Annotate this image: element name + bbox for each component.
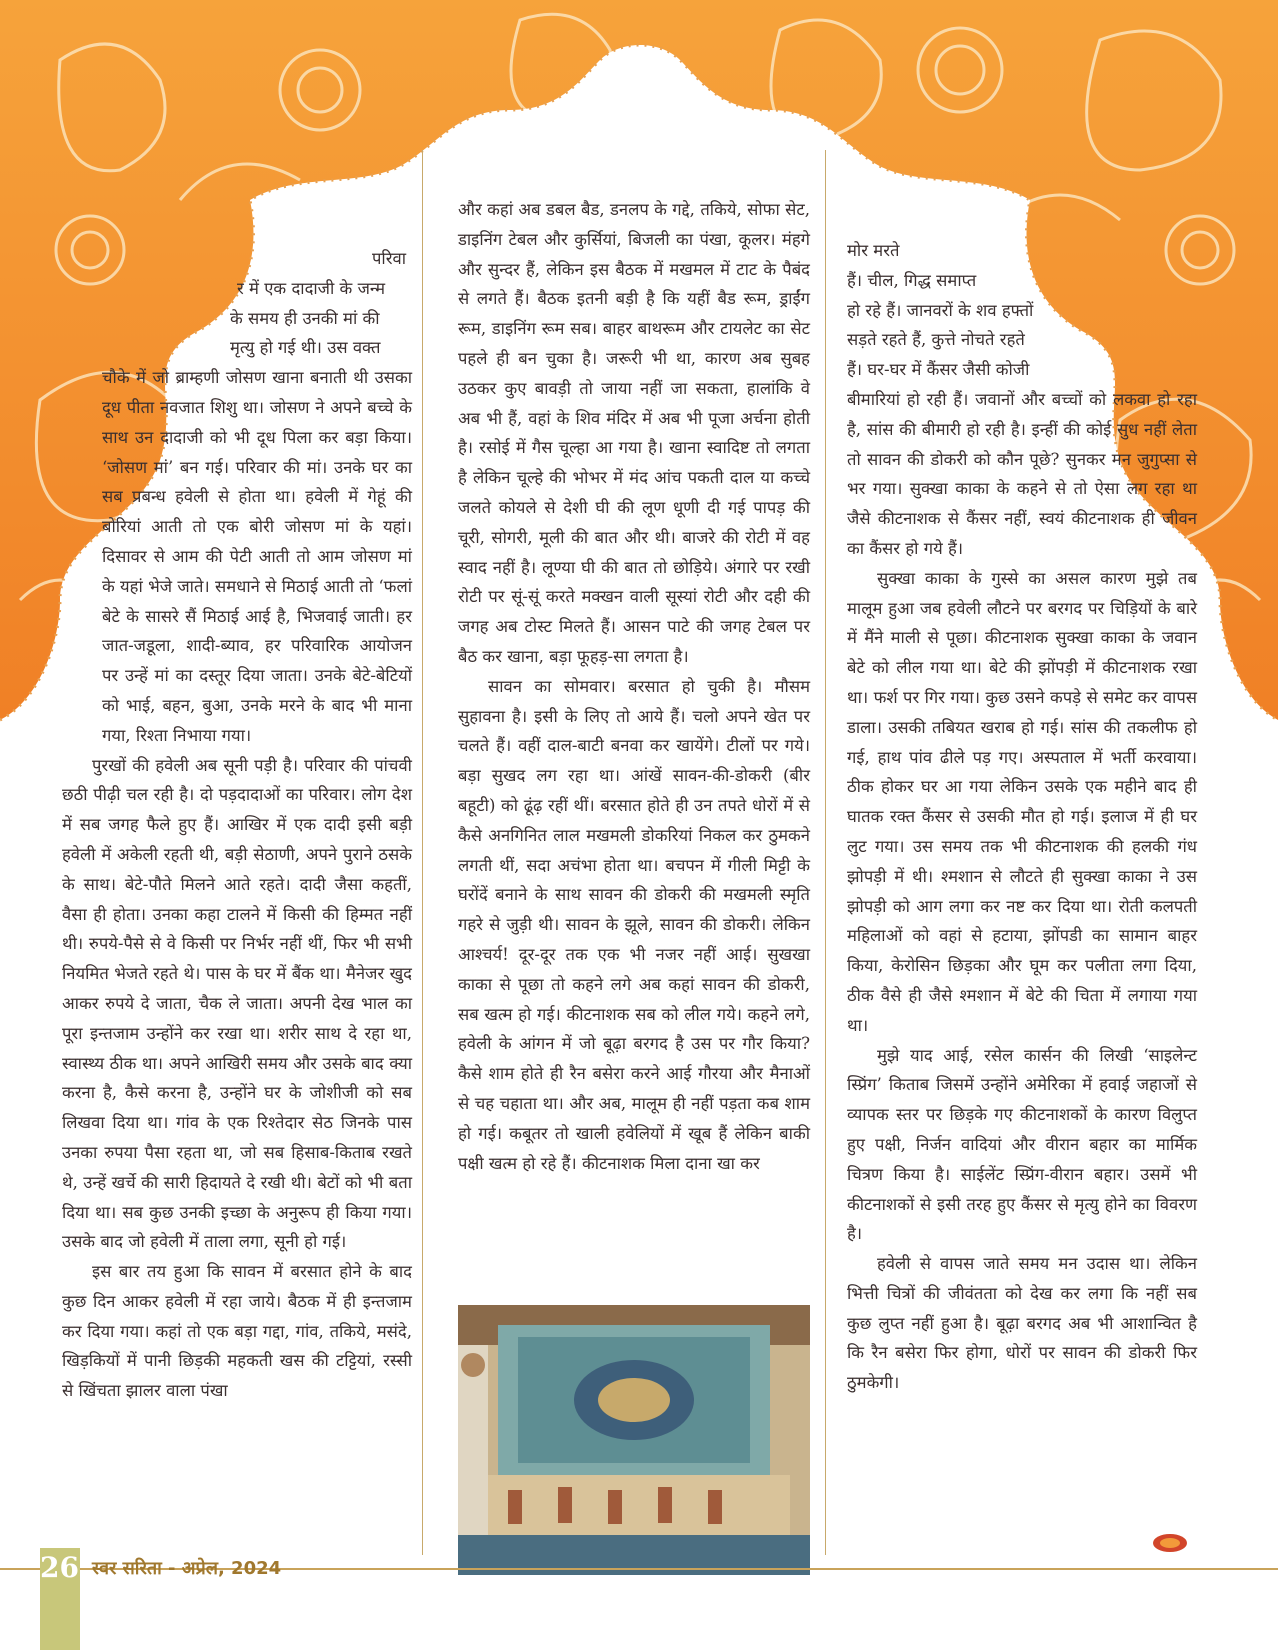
text-line: हैं। चील, गिद्ध समाप्त: [847, 270, 977, 290]
page-number: 26: [40, 1551, 79, 1584]
paragraph: हवेली से वापस जाते समय मन उदास था। लेकिन भित्ती चित्रों की जीवंतता को देख कर लगा कि नहीं सब कुछ लुप्त नहीं हुआ है। बूढ़ा बरगद अब भी आशान्वित है कि रैन बसेरा फिर होगा, धोरों पर सावन की डोकरी फिर ठुमकेगी।: [847, 1254, 1197, 1393]
column-separator: [422, 150, 423, 1555]
text-line: हैं। घर-घर में कैंसर जैसी कोजी: [847, 360, 1030, 380]
paragraph: पुरखों की हवेली अब सूनी पड़ी है। परिवार की पांचवी छठी पीढ़ी चल रही है। दो पड़दादाओं का परिवार। लोग देश में सब जगह फैले हुए हैं। आखिर में एक दादी इसी बड़ी हवेली में अकेली रहती थी, बड़ी सेठाणी, अपने पुराने ठसके के साथ। बेटे-पौते मिलने आते रहते। दादी जैसा कहतीं, वैसा ही होता। उनका कहा टालने में किसी की हिम्मत नहीं थी। रुपये-पैसे से वे किसी पर निर्भर नहीं थीं, फिर भी सभी नियमित भेजते रहते थे। पास के घर में बैंक था। मैनेजर खुद आकर रुपये दे जाता, चैक ले जाता। अपनी देख भाल का पूरा इन्तजाम उन्होंने कर रखा था। शरीर साथ दे रहा था, स्वास्थ्य ठीक था। अपने आखिरी समय और उसके बाद क्या करना है, कैसे करना है, उन्होंने घर के जोशीजी को सब लिखवा दिया था। गांव के एक रिश्तेदार सेठ जिनके पास उनका रुपया पैसा रहता था, जो सब हिसाब-किताब रखते थे, उन्हें खर्चे की सारी हिदायते दे रखी थी। बेटों को भी बता दिया था। सब कुछ उनकी इच्छा के अनुरूप ही किया गया। उसके बाद जो हवेली में ताला लगा, सूनी हो गई।: [62, 755, 412, 1252]
article-column-1: [62, 244, 412, 1406]
magazine-issue: स्वर सरिता - अप्रेल, 2024: [92, 1558, 282, 1579]
text-line: र में एक दादाजी के जन्म: [237, 278, 386, 298]
column-separator: [825, 150, 826, 1555]
paragraph: सुक्खा काका के गुस्से का असल कारण मुझे तब मालूम हुआ जब हवेली लौटने पर बरगद पर चिड़ियों के बारे में मैंने माली से पूछा। कीटनाशक सुक्खा काका के जवान बेटे को लील गया था। बेटे की झोंपड़ी में कीटनाशक रखा था। फर्श पर गिर गया। कुछ उसने कपड़े से समेट कर वापस डाला। उसकी तबियत खराब हो गई। सांस की तकलीफ हो गई, हाथ पांव ढीले पड़ गए। अस्पताल में भर्ती करवाया। ठीक होकर घर आ गया लेकिन उसके एक महीने बाद ही घातक रक्त कैंसर से उसकी मौत हो गई। इलाज में ही घर लुट गया। उस समय तक भी कीटनाशक की हलकी गंध झोपड़ी में थी। श्मशान से लौटते ही सुक्खा काका ने उस झोपड़ी को आग लगा कर नष्ट कर दिया था। रोती कलपती महिलाओं को वहां से हटाया, झोंपडी का सामान बाहर किया, केरोसिन छिड़का और घूम कर पलीता लगा दिया, ठीक वैसे ही जैसे श्मशान में बेटे की चिता में लगाया गया था।: [847, 568, 1197, 1035]
end-mark-icon: [1152, 1532, 1188, 1554]
text-line: हो रहे हैं। जानवरों के शव हफ्तों: [847, 300, 1034, 320]
article-column-2: [458, 195, 810, 1178]
paragraph: सावन का सोमवार। बरसात हो चुकी है। मौसम सुहावना है। इसी के लिए तो आये हैं। चलो अपने खेत पर चलते हैं। वहीं दाल-बाटी बनवा कर खायेंगे। टीलों पर गये। बड़ा सुखद लग रहा था। आंखें सावन-की-डोकरी (बीर बहूटी) को ढूंढ़ रहीं थीं। बरसात होते ही उन तपते धोरों में से कैसे अनगिनित लाल मखमली डोकरियां निकल कर ठुमकने लगती थीं, सदा अचंभा होता था। बचपन में गीली मिट्टी के घरोंदें बनाने के साथ सावन की डोकरी की मखमली स्मृति गहरे से जुड़ी थी। सावन के झूले, सावन की डोकरी। लेकिन आश्चर्य! दूर-दूर तक एक भी नजर नहीं आई। सुखखा काका से पूछा तो कहने लगे अब कहां सावन की डोकरी, सब खत्म हो गई। कीटनाशक सब को लील गये। कहने लगे, हवेली के आंगन में जो बूढ़ा बरगद है उस पर गौर किया? कैसे शाम होते ही रैन बसेरा करने आई गौरया और मैनाओं से चह चहाता था। और अब, मालूम ही नहीं पड़ता कब शाम हो गई। कबूतर तो खाली हवेलियों में खूब हैं लेकिन बाकी पक्षी खत्म हो रहे हैं। कीटनाशक मिला दाना खा कर: [458, 676, 810, 1173]
painted-ceiling-fresco-image: [458, 1305, 810, 1575]
text-line: के समय ही उनकी मां की: [230, 308, 380, 328]
paragraph: बीमारियां हो रही हैं। जवानों और बच्चों को लकवा हो रहा है, सांस की बीमारी हो रही है। इन्हीं की कोई सुध नहीं लेता तो सावन की डोकरी को कौन पूछे? सुनकर मन जुगुप्सा से भर गया। सुक्खा काका के कहने से तो ऐसा लग रहा था जैसे कीटनाशक से कैंसर नहीं, स्वयं कीटनाशक ही जीवन का कैंसर हो गये हैं।: [847, 389, 1197, 558]
paragraph: और कहां अब डबल बैड, डनलप के गद्दे, तकिये, सोफा सेट, डाइनिंग टेबल और कुर्सियां, बिजली का पंखा, कूलर। मंहगे और सुन्दर हैं, लेकिन इस बैठक में मखमल में टाट के पैबंद से लगते हैं। बैठक इतनी बड़ी है कि यहीं बैड रूम, ड्राईंग रूम, डाइनिंग रूम सब। बाहर बाथरूम और टायलेट का सेट पहले ही बन चुका है। जरूरी भी था, कारण अब सुबह उठकर कुए बावड़ी तो जाया नहीं जा सकता, हालांकि वे अब भी हैं, वहां के शिव मंदिर में अब भी पूजा अर्चना होती है। रसोई में गैस चूल्हा आ गया है। खाना स्वादिष्ट तो लगता है लेकिन चूल्हे की भोभर में मंद आंच पकती दाल या कच्चे जलते कोयले से देशी घी की लूण धूणी दी गई पापड़ की चूरी, सोगरी, मूली की बात और थी। बाजरे की रोटी में वह स्वाद नहीं है। लूण्या घी की बात तो छोड़िये। अंगारे पर रखी रोटी पर सूं-सूं करते मक्खन वाली सूस्यां रोटी और दही की जगह अब टोस्ट मिलते हैं। आसन पाटे की जगह टेबल पर बैठ कर खाना, बड़ा फूहड़-सा लगता है।: [458, 200, 810, 666]
paragraph: मुझे याद आई, रसेल कार्सन की लिखी ‘साइलेन्ट स्प्रिंग’ किताब जिसमें उन्होंने अमेरिका में हवाई जहाजों से व्यापक स्तर पर छिड़के गए कीटनाशकों के कारण विलुप्त हुए पक्षी, निर्जन वादियां और वीरान बहार का मार्मिक चित्रण किया है। साईलेंट स्प्रिंग-वीरान बहार। उसमें भी कीटनाशकों से इसी तरह हुए कैंसर से मृत्यु होने का विवरण है।: [847, 1045, 1197, 1244]
article-column-3: [847, 236, 1197, 1398]
text-line: सड़ते रहते हैं, कुत्ते नोचते रहते: [847, 330, 1025, 350]
paragraph: इस बार तय हुआ कि सावन में बरसात होने के बाद कुछ दिन आकर हवेली में रहा जाये। बैठक में ही इन्तजाम कर दिया गया। कहां तो एक बड़ा गद्दा, गांव, तकिये, मसंदे, खिड़कियों में पानी छिड़की महकती खस की टट्टियां, रस्सी से खिंचता झालर वाला पंखा: [62, 1262, 412, 1401]
text-line: परिवा: [372, 249, 407, 268]
text-line: मोर मरते: [847, 241, 900, 260]
text-line: मृत्यु हो गई थी। उस वक्त: [230, 338, 381, 358]
paragraph: चौके में जो ब्राम्हणी जोसण खाना बनाती थी उसका दूध पीता नवजात शिशु था। जोसण ने अपने बच्चे के साथ उन दादाजी को भी दूध पिला कर बड़ा किया। ‘जोसण मां’ बन गई। परिवार की मां। उनके घर का सब प्रबन्ध हवेली से होता था। हवेली में गेहूं की बोरियां आती तो एक बोरी जोसण मां के यहां। दिसावर से आम की पेटी आती तो आम जोसण मां के यहां भेजे जाते। समधाने से मिठाई आती तो ‘फलां बेटे के सासरे सैं मिठाई आई है, भिजवाई जाती। हर जात-जडूला, शादी-ब्याव, हर परिवारिक आयोजन पर उन्हें मां का दस्तूर दिया जाता। उनके बेटे-बेटियों को भाई, बहन, बुआ, उनके मरने के बाद भी माना गया, रिश्ता निभाया गया।: [102, 368, 412, 745]
